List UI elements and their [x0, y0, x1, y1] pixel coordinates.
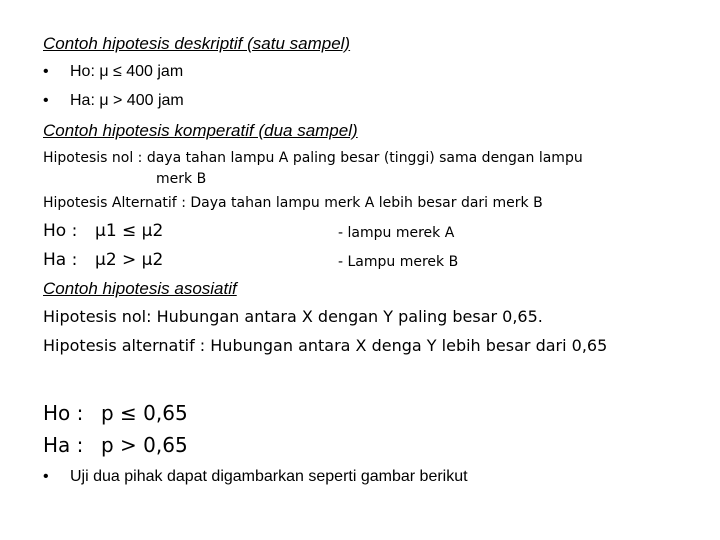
comparative-note-1: - lampu merek A [338, 225, 455, 241]
descriptive-bullet-2-text: Ha: μ > 400 jam [70, 92, 184, 109]
associative-ho-label: Ho : [43, 401, 84, 425]
comparative-ha-row [43, 252, 163, 269]
associative-ho-expression: p ≤ 0,65 [101, 401, 188, 425]
associative-ha-row [43, 435, 188, 455]
associative-ha-expression: p > 0,65 [101, 433, 188, 457]
final-bullet-text: Uji dua pihak dapat digambarkan seperti gambar berikut [70, 468, 468, 485]
descriptive-bullet-2 [43, 93, 184, 109]
bullet-marker: • [43, 468, 49, 485]
comparative-ho-label: Ho : [43, 221, 78, 241]
comparative-ha-label: Ha : [43, 250, 78, 270]
descriptive-bullet-1-text: Ho: μ ≤ 400 jam [70, 63, 184, 80]
comparative-alternative: Hipotesis Alternatif : Daya tahan lampu merk A lebih besar dari merk B [43, 195, 543, 211]
comparative-note-2: - Lampu merek B [338, 254, 459, 270]
associative-ho-row [43, 403, 188, 423]
final-bullet [43, 469, 468, 485]
comparative-ho-expression: μ1 ≤ μ2 [95, 221, 164, 241]
comparative-ho-row [43, 223, 163, 240]
associative-alternative: Hipotesis alternatif : Hubungan antara X denga Y lebih besar dari 0,65 [43, 336, 608, 355]
descriptive-bullet-1 [43, 64, 183, 80]
heading-comparative: Contoh hipotesis komperatif (dua sampel) [43, 121, 358, 140]
bullet-marker: • [43, 63, 49, 80]
comparative-null-line1: Hipotesis nol : daya tahan lampu A paling besar (tinggi) sama dengan lampu [43, 150, 583, 166]
heading-descriptive: Contoh hipotesis deskriptif (satu sampel) [43, 34, 351, 53]
associative-ha-label: Ha : [43, 433, 84, 457]
associative-null: Hipotesis nol: Hubungan antara X dengan Y paling besar 0,65. [43, 307, 543, 326]
comparative-ha-expression: μ2 > μ2 [95, 250, 164, 270]
bullet-marker: • [43, 92, 49, 109]
heading-associative: Contoh hipotesis asosiatif [43, 279, 237, 298]
comparative-null-line2: merk B [156, 171, 207, 187]
